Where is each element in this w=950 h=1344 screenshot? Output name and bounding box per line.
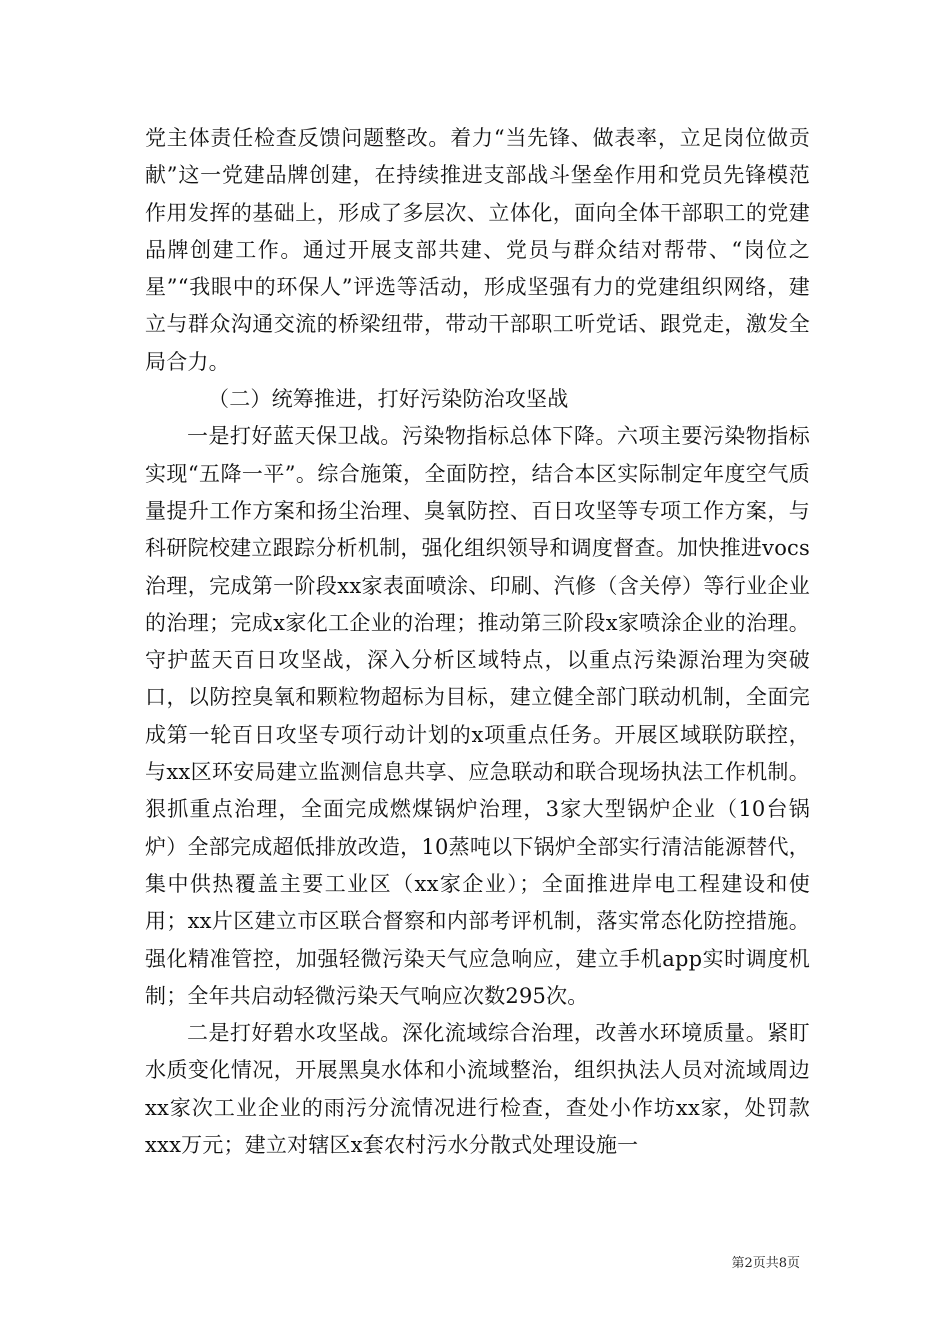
paragraph-blue-sky: 一是打好蓝天保卫战。污染物指标总体下降。六项主要污染物指标实现“五降一平”。综合施策，全面防控，结合本区实际制定年度空气质量提升工作方案和扬尘治理、臭氧防控、百日攻坚等专项工作方案，与科研院校建立跟踪分析机制，强化组织领导和调度督查。加快推进vocs治理，完成第一阶段xx家表面喷涂、印刷、汽修（含关停）等行业企业的治理；完成x家化工企业的治理；推动第三阶段x家喷涂企业的治理。守护蓝天百日攻坚战，深入分析区域特点，以重点污染源治理为突破口，以防控臭氧和颗粒物超标为目标，建立健全部门联动机制，全面完成第一轮百日攻坚专项行动计划的x项重点任务。开展区域联防联控，与xx区环安局建立监测信息共享、应急联动和联合现场执法工作机制。狠抓重点治理，全面完成燃煤锅炉治理，3家大型锅炉企业（10台锅炉）全部完成超低排放改造，10蒸吨以下锅炉全部实行清洁能源替代，集中供热覆盖主要工业区（xx家企业）；全面推进岸电工程建设和使用；xx片区建立市区联合督察和内部考评机制，落实常态化防控措施。强化精准管控，加强轻微污染天气应急响应，建立手机app实时调度机制；全年共启动轻微污染天气响应次数295次。 bbox=[145, 424, 810, 1008]
page-number-footer: 第2页共8页 bbox=[731, 1256, 800, 1271]
document-body bbox=[145, 120, 810, 1164]
section-heading-pollution-control: （二）统筹推进，打好污染防治攻坚战 bbox=[208, 387, 569, 412]
paragraph-clear-water: 二是打好碧水攻坚战。深化流域综合治理，改善水环境质量。紧盯水质变化情况，开展黑臭水体和小流域整治，组织执法人员对流域周边xx家次工业企业的雨污分流情况进行检查，查处小作坊xx家，处罚款xxx万元；建立对辖区x套农村污水分散式处理设施一 bbox=[145, 1021, 810, 1158]
paragraph-party-building: 党主体责任检查反馈问题整改。着力“当先锋、做表率，立足岗位做贡献”这一党建品牌创建，在持续推进支部战斗堡垒作用和党员先锋模范作用发挥的基础上，形成了多层次、立体化，面向全体干部职工的党建品牌创建工作。通过开展支部共建、党员与群众结对帮带、“岗位之星”“我眼中的环保人”评选等活动，形成坚强有力的党建组织网络，建立与群众沟通交流的桥梁纽带，带动干部职工听党话、跟党走，激发全局合力。 bbox=[145, 126, 810, 374]
